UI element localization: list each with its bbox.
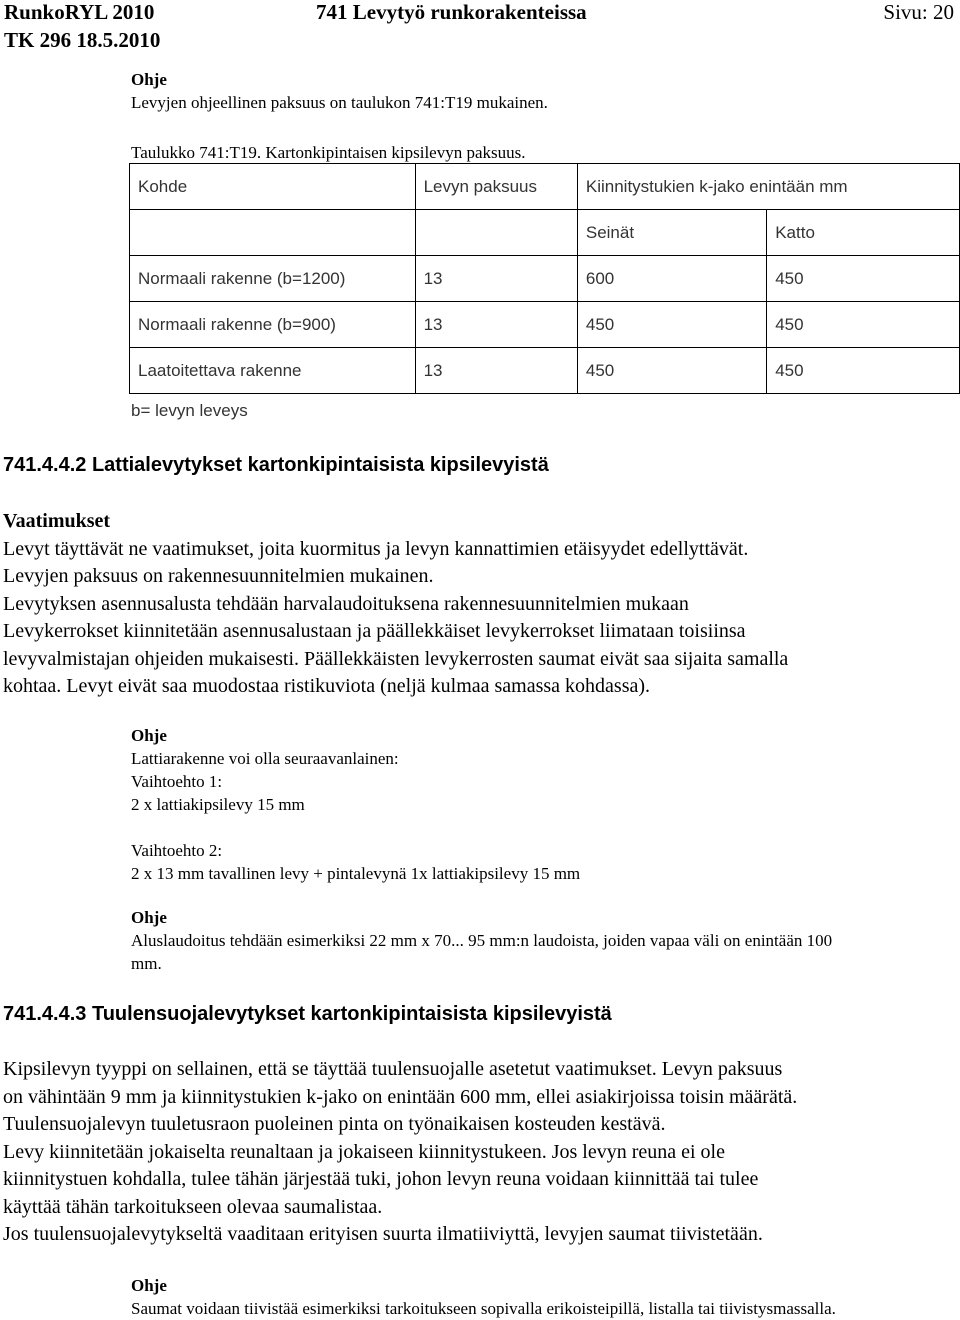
table-cell: 13	[415, 348, 577, 394]
body-line: Levykerrokset kiinnitetään asennusalustaan ja päällekkäiset levykerrokset liimataan toisiinsa	[3, 620, 746, 642]
table-cell: 450	[767, 348, 960, 394]
table-cell: Laatoitettava rakenne	[130, 348, 416, 394]
note-line: Aluslaudoitus tehdään esimerkiksi 22 mm x 70... 95 mm:n laudoista, joiden vapaa väli on enintään 100	[131, 931, 833, 950]
section-body-743	[3, 1056, 950, 1249]
body-line: Levytyksen asennusalusta tehdään harvalaudoituksena rakennesuunnitelmien mukaan	[3, 592, 689, 615]
note-block-1	[131, 68, 548, 114]
table-header-cell: Seinät	[577, 210, 766, 256]
table-cell: 450	[767, 256, 960, 302]
header-doc-title: RunkoRYL 2010	[4, 0, 155, 24]
table-caption: Taulukko 741:T19. Kartonkipintaisen kipsilevyn paksuus.	[131, 143, 526, 162]
header-chapter-title: 741 Levytyö runkorakenteissa	[316, 0, 587, 24]
table-header-cell: Kiinnitystukien k-jako enintään mm	[577, 164, 959, 210]
subheading-requirements: Vaatimukset	[3, 510, 111, 532]
table-header-cell: Levyn paksuus	[415, 164, 577, 210]
body-line: Levyt täyttävät ne vaatimukset, joita kuormitus ja levyn kannattimien etäisyydet edellyttävät.	[3, 537, 749, 560]
note-text: Saumat voidaan tiivistää esimerkiksi tarkoitukseen sopivalla erikoisteipillä, listalla tai tiivistysmassalla.	[131, 1299, 836, 1318]
note-title: Ohje	[131, 726, 167, 745]
section-heading-743: 741.4.4.3 Tuulensuojalevytykset kartonkipintaisista kipsilevyistä	[3, 1003, 612, 1025]
page-header	[4, 0, 954, 58]
section-body-742	[3, 508, 950, 701]
note-block-2	[131, 724, 580, 885]
header-doc-id: TK 296 18.5.2010	[4, 28, 161, 52]
note-line: Vaihtoehto 1:	[131, 772, 223, 791]
table-cell: Normaali rakenne (b=900)	[130, 302, 416, 348]
table-header-cell: Katto	[767, 210, 960, 256]
body-line: Levyjen paksuus on rakennesuunnitelmien mukainen.	[3, 565, 434, 587]
table-cell: 450	[767, 302, 960, 348]
note-title: Ohje	[131, 908, 167, 927]
table-header-cell	[415, 210, 577, 256]
body-line: levyvalmistajan ohjeiden mukaisesti. Päällekkäisten levykerrosten saumat eivät saa sijaita samalla	[3, 647, 789, 670]
note-line: Lattiarakenne voi olla seuraavanlainen:	[131, 749, 399, 768]
thickness-table	[129, 163, 960, 394]
table-header-cell	[130, 210, 416, 256]
body-line: Levy kiinnitetään jokaiselta reunaltaan ja jokaiseen kiinnitystukeen. Jos levyn reuna ei ole	[3, 1140, 725, 1163]
body-line: Jos tuulensuojalevytykseltä vaaditaan erityisen suurta ilmatiiviyttä, levyjen saumat tiivistetään.	[3, 1223, 763, 1245]
note-line: Vaihtoehto 2:	[131, 841, 223, 860]
note-line: mm.	[131, 954, 162, 973]
header-page-number: Sivu: 20	[883, 0, 954, 24]
table-row	[130, 348, 960, 394]
note-title: Ohje	[131, 70, 167, 89]
body-line: käyttää tähän tarkoitukseen olevaa saumalistaa.	[3, 1195, 383, 1218]
body-line: kohtaa. Levyt eivät saa muodostaa ristikuviota (neljä kulmaa samassa kohdassa).	[3, 675, 651, 697]
note-text: Levyjen ohjeellinen paksuus on taulukon 741:T19 mukainen.	[131, 93, 548, 112]
note-title: Ohje	[131, 1276, 167, 1295]
note-line: 2 x lattiakipsilevy 15 mm	[131, 795, 305, 814]
table-cell: Normaali rakenne (b=1200)	[130, 256, 416, 302]
table-cell: 600	[577, 256, 766, 302]
body-line: kiinnitystuen kohdalla, tulee tähän järjestää tuki, johon levyn reuna voidaan kiinnittää tai tulee	[3, 1168, 759, 1190]
note-line: 2 x 13 mm tavallinen levy + pintalevynä 1x lattiakipsilevy 15 mm	[131, 864, 581, 883]
note-spacer	[131, 816, 580, 839]
body-line: Kipsilevyn tyyppi on sellainen, että se täyttää tuulensuojalle asetetut vaatimukset. Levyn paksuus	[3, 1058, 783, 1080]
table-cell: 450	[577, 302, 766, 348]
table-header-row	[130, 164, 960, 210]
section-heading-742: 741.4.4.2 Lattialevytykset kartonkipintaisista kipsilevyistä	[3, 454, 549, 476]
body-line: Tuulensuojalevyn tuuletusraon puoleinen pinta on työnaikaisen kosteuden kestävä.	[3, 1113, 666, 1135]
table-row	[130, 302, 960, 348]
note-block-4	[131, 1274, 836, 1320]
table-cell: 13	[415, 302, 577, 348]
table-footnote: b= levyn leveys	[131, 401, 248, 420]
note-block-3	[131, 906, 950, 975]
table-header-cell: Kohde	[130, 164, 416, 210]
table-subheader-row	[130, 210, 960, 256]
table-row	[130, 256, 960, 302]
body-line: on vähintään 9 mm ja kiinnitystukien k-jako on enintään 600 mm, ellei asiakirjoissa toisin määrätä.	[3, 1085, 798, 1108]
table-cell: 13	[415, 256, 577, 302]
table-cell: 450	[577, 348, 766, 394]
